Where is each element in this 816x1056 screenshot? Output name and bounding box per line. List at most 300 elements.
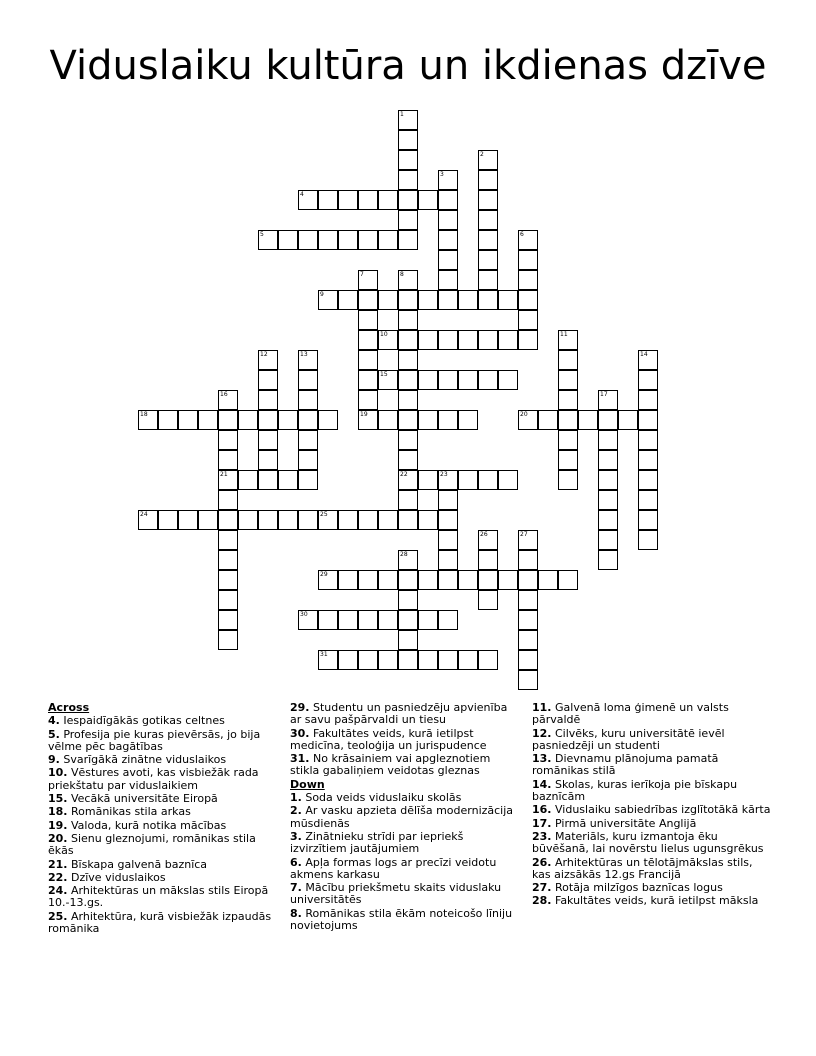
grid-cell[interactable] — [518, 530, 538, 550]
grid-cell[interactable] — [258, 430, 278, 450]
grid-cell[interactable] — [358, 570, 378, 590]
cell-number: 19 — [360, 411, 368, 418]
grid-cell[interactable] — [398, 230, 418, 250]
grid-cell[interactable] — [218, 590, 238, 610]
cell-number: 7 — [360, 271, 364, 278]
grid-cell[interactable] — [218, 550, 238, 570]
grid-cell[interactable] — [318, 410, 338, 430]
grid-cell[interactable] — [318, 190, 338, 210]
grid-cell[interactable] — [318, 610, 338, 630]
grid-cell[interactable] — [518, 330, 538, 350]
across-clue — [48, 820, 278, 832]
grid-cell[interactable] — [478, 150, 498, 170]
grid-cell[interactable] — [198, 510, 218, 530]
clue-number: 8. — [290, 906, 302, 920]
grid-cell[interactable] — [638, 510, 658, 530]
grid-cell[interactable] — [398, 590, 418, 610]
grid-cell[interactable] — [218, 470, 238, 490]
grid-cell[interactable] — [258, 450, 278, 470]
grid-cell[interactable] — [398, 350, 418, 370]
grid-cell[interactable] — [358, 330, 378, 350]
grid-cell[interactable] — [298, 430, 318, 450]
grid-cell[interactable] — [398, 430, 418, 450]
grid-cell[interactable] — [298, 190, 318, 210]
grid-cell[interactable] — [638, 390, 658, 410]
page-title: Viduslaiku kultūra un ikdienas dzīve — [49, 43, 767, 89]
cell-number: 22 — [400, 471, 408, 478]
grid-cell[interactable] — [378, 370, 398, 390]
grid-cell[interactable] — [418, 190, 438, 210]
grid-cell[interactable] — [438, 510, 458, 530]
clues-column-3 — [532, 702, 772, 909]
grid-cell[interactable] — [598, 550, 618, 570]
grid-cell[interactable] — [498, 570, 518, 590]
clue-text: Pirmā universitāte Anglijā — [551, 816, 697, 830]
grid-cell[interactable] — [518, 310, 538, 330]
grid-cell[interactable] — [438, 170, 458, 190]
clue-text: Vecākā universitāte Eiropā — [67, 792, 218, 806]
grid-cell[interactable] — [258, 410, 278, 430]
grid-cell[interactable] — [378, 570, 398, 590]
clue-text: Cilvēks, kuru universitātē ievēl pasniedzēji un studenti — [532, 726, 725, 752]
grid-cell[interactable] — [498, 370, 518, 390]
grid-cell[interactable] — [558, 430, 578, 450]
grid-cell[interactable] — [598, 450, 618, 470]
grid-cell[interactable] — [298, 230, 318, 250]
grid-cell[interactable] — [398, 190, 418, 210]
grid-cell[interactable] — [198, 410, 218, 430]
grid-cell[interactable] — [338, 290, 358, 310]
cell-number: 17 — [600, 391, 608, 398]
cell-number: 14 — [640, 351, 648, 358]
clue-text: Romānikas stila ēkām noteicošo līniju novietojums — [290, 906, 513, 933]
grid-cell[interactable] — [458, 570, 478, 590]
clue-number: 18. — [48, 805, 68, 819]
cell-number: 27 — [520, 531, 528, 538]
grid-cell[interactable] — [618, 410, 638, 430]
grid-cell[interactable] — [398, 490, 418, 510]
grid-cell[interactable] — [638, 350, 658, 370]
grid-cell[interactable] — [478, 530, 498, 550]
cell-number: 16 — [220, 391, 228, 398]
grid-cell[interactable] — [478, 190, 498, 210]
grid-cell[interactable] — [218, 530, 238, 550]
grid-cell[interactable] — [438, 230, 458, 250]
down-clue — [532, 702, 772, 727]
clue-text: Materiāls, kuru izmantoja ēku būvēšanā, lai novērstu lielus ugunsgrēkus — [532, 829, 764, 856]
grid-cell[interactable] — [358, 190, 378, 210]
grid-cell[interactable] — [298, 410, 318, 430]
grid-cell[interactable] — [438, 190, 458, 210]
grid-cell[interactable] — [258, 350, 278, 370]
grid-cell[interactable] — [478, 370, 498, 390]
clue-text: Skolas, kuras ierīkoja pie bīskapu baznīcām — [532, 777, 738, 804]
grid-cell[interactable] — [398, 110, 418, 130]
grid-cell[interactable] — [218, 490, 238, 510]
clue-text: Iespaidīgākās gotikas celtnes — [59, 714, 225, 728]
clue-text: Arhitektūras un tēlotājmākslas stils, kas aizsākās 12.gs Francijā — [532, 855, 753, 881]
grid-cell[interactable] — [398, 370, 418, 390]
down-clue-list — [290, 792, 518, 932]
grid-cell[interactable] — [518, 590, 538, 610]
clue-number: 25. — [48, 909, 68, 923]
down-clue — [532, 818, 772, 830]
cell-number: 30 — [300, 611, 308, 618]
grid-cell[interactable] — [438, 210, 458, 230]
grid-cell[interactable] — [538, 570, 558, 590]
clue-number: 5. — [48, 727, 60, 741]
grid-cell[interactable] — [338, 610, 358, 630]
grid-cell[interactable] — [358, 370, 378, 390]
grid-cell[interactable] — [418, 650, 438, 670]
grid-cell[interactable] — [518, 550, 538, 570]
grid-cell[interactable] — [438, 470, 458, 490]
grid-cell[interactable] — [438, 530, 458, 550]
cell-number: 1 — [400, 111, 404, 118]
grid-cell[interactable] — [358, 510, 378, 530]
grid-cell[interactable] — [558, 330, 578, 350]
clue-text: Viduslaiku sabiedrības izglītotākā kārta — [551, 803, 771, 817]
grid-cell[interactable] — [638, 410, 658, 430]
grid-cell[interactable] — [378, 510, 398, 530]
clue-number: 27. — [532, 881, 552, 895]
clue-number: 12. — [532, 726, 552, 740]
grid-cell[interactable] — [458, 330, 478, 350]
grid-cell[interactable] — [478, 470, 498, 490]
grid-cell[interactable] — [598, 470, 618, 490]
grid-cell[interactable] — [518, 650, 538, 670]
grid-cell[interactable] — [218, 410, 238, 430]
grid-cell[interactable] — [358, 350, 378, 370]
cell-number: 11 — [560, 331, 568, 338]
down-clue — [290, 857, 518, 882]
clue-number: 6. — [290, 855, 302, 869]
grid-cell[interactable] — [478, 590, 498, 610]
grid-cell[interactable] — [298, 610, 318, 630]
down-clue — [532, 728, 772, 753]
grid-cell[interactable] — [438, 610, 458, 630]
grid-cell[interactable] — [438, 290, 458, 310]
grid-cell[interactable] — [438, 270, 458, 290]
grid-cell[interactable] — [178, 410, 198, 430]
grid-cell[interactable] — [238, 410, 258, 430]
grid-cell[interactable] — [218, 390, 238, 410]
clue-number: 15. — [48, 792, 68, 806]
grid-cell[interactable] — [398, 630, 418, 650]
grid-cell[interactable] — [218, 610, 238, 630]
cell-number: 20 — [520, 411, 528, 418]
grid-cell[interactable] — [538, 410, 558, 430]
grid-cell[interactable] — [238, 470, 258, 490]
grid-cell[interactable] — [218, 450, 238, 470]
grid-cell[interactable] — [258, 390, 278, 410]
grid-cell[interactable] — [638, 490, 658, 510]
grid-cell[interactable] — [418, 410, 438, 430]
grid-cell[interactable] — [518, 250, 538, 270]
grid-cell[interactable] — [318, 570, 338, 590]
grid-cell[interactable] — [358, 310, 378, 330]
grid-cell[interactable] — [358, 610, 378, 630]
grid-cell[interactable] — [638, 430, 658, 450]
grid-cell[interactable] — [418, 510, 438, 530]
grid-cell[interactable] — [218, 430, 238, 450]
clue-number: 20. — [48, 831, 68, 845]
across-clue — [48, 872, 278, 884]
down-clue — [532, 753, 772, 778]
grid-cell[interactable] — [398, 610, 418, 630]
down-clue — [532, 831, 772, 856]
grid-cell[interactable] — [358, 230, 378, 250]
grid-cell[interactable] — [318, 230, 338, 250]
grid-cell[interactable] — [398, 470, 418, 490]
grid-cell[interactable] — [398, 570, 418, 590]
grid-cell[interactable] — [418, 570, 438, 590]
grid-cell[interactable] — [218, 570, 238, 590]
grid-cell[interactable] — [558, 470, 578, 490]
grid-cell[interactable] — [418, 330, 438, 350]
grid-cell[interactable] — [498, 290, 518, 310]
grid-cell[interactable] — [298, 470, 318, 490]
grid-cell[interactable] — [498, 470, 518, 490]
grid-cell[interactable] — [418, 470, 438, 490]
clue-text: Romānikas stila arkas — [67, 805, 191, 819]
grid-cell[interactable] — [438, 410, 458, 430]
grid-cell[interactable] — [358, 290, 378, 310]
cell-number: 21 — [220, 471, 228, 478]
grid-cell[interactable] — [418, 290, 438, 310]
grid-cell[interactable] — [558, 410, 578, 430]
grid-cell[interactable] — [298, 510, 318, 530]
grid-cell[interactable] — [598, 410, 618, 430]
grid-cell[interactable] — [298, 370, 318, 390]
down-header: Down — [290, 777, 325, 791]
grid-cell[interactable] — [398, 150, 418, 170]
grid-cell[interactable] — [578, 410, 598, 430]
grid-cell[interactable] — [478, 170, 498, 190]
grid-cell[interactable] — [458, 470, 478, 490]
grid-cell[interactable] — [398, 210, 418, 230]
clue-text: Galvenā loma ģimenē un valsts pārvaldē — [532, 701, 729, 727]
grid-cell[interactable] — [378, 230, 398, 250]
grid-cell[interactable] — [518, 610, 538, 630]
grid-cell[interactable] — [478, 250, 498, 270]
grid-cell[interactable] — [378, 610, 398, 630]
grid-cell[interactable] — [398, 650, 418, 670]
grid-cell[interactable] — [338, 510, 358, 530]
grid-cell[interactable] — [558, 390, 578, 410]
clue-text: Bīskapa galvenā baznīca — [67, 857, 208, 871]
grid-cell[interactable] — [258, 470, 278, 490]
grid-cell[interactable] — [478, 650, 498, 670]
clue-number: 3. — [290, 829, 302, 843]
grid-cell[interactable] — [518, 630, 538, 650]
grid-cell[interactable] — [278, 410, 298, 430]
grid-cell[interactable] — [638, 370, 658, 390]
grid-cell[interactable] — [438, 250, 458, 270]
cell-number: 6 — [520, 231, 524, 238]
clue-number: 19. — [48, 818, 68, 832]
grid-cell[interactable] — [558, 350, 578, 370]
grid-cell[interactable] — [138, 410, 158, 430]
grid-cell[interactable] — [378, 330, 398, 350]
grid-cell[interactable] — [398, 550, 418, 570]
grid-cell[interactable] — [518, 570, 538, 590]
clue-number: 14. — [532, 777, 552, 791]
cell-number: 12 — [260, 351, 268, 358]
grid-cell[interactable] — [298, 450, 318, 470]
down-clue — [532, 779, 772, 804]
grid-cell[interactable] — [498, 330, 518, 350]
grid-cell[interactable] — [478, 270, 498, 290]
grid-cell[interactable] — [478, 210, 498, 230]
grid-cell[interactable] — [478, 290, 498, 310]
grid-cell[interactable] — [518, 290, 538, 310]
grid-cell[interactable] — [398, 130, 418, 150]
clue-number: 24. — [48, 884, 68, 898]
across-clue — [48, 806, 278, 818]
grid-cell[interactable] — [438, 330, 458, 350]
grid-cell[interactable] — [398, 330, 418, 350]
down-clue — [290, 831, 518, 856]
grid-cell[interactable] — [438, 550, 458, 570]
grid-cell[interactable] — [418, 370, 438, 390]
grid-cell[interactable] — [398, 390, 418, 410]
grid-cell[interactable] — [518, 230, 538, 250]
grid-cell[interactable] — [178, 510, 198, 530]
grid-cell[interactable] — [218, 510, 238, 530]
grid-cell[interactable] — [598, 510, 618, 530]
grid-cell[interactable] — [338, 230, 358, 250]
cell-number: 25 — [320, 511, 328, 518]
clue-number: 21. — [48, 857, 68, 871]
grid-cell[interactable] — [598, 530, 618, 550]
grid-cell[interactable] — [438, 650, 458, 670]
cell-number: 23 — [440, 471, 448, 478]
grid-cell[interactable] — [638, 530, 658, 550]
grid-cell[interactable] — [378, 190, 398, 210]
grid-cell[interactable] — [378, 650, 398, 670]
grid-cell[interactable] — [278, 510, 298, 530]
grid-cell[interactable] — [398, 310, 418, 330]
grid-cell[interactable] — [438, 570, 458, 590]
clue-text: Dzīve viduslaikos — [67, 870, 166, 884]
grid-cell[interactable] — [518, 270, 538, 290]
grid-cell[interactable] — [358, 270, 378, 290]
clue-text: Studentu un pasniedzēju apvienība ar savu pašpārvaldi un tiesu — [290, 701, 508, 727]
grid-cell[interactable] — [318, 290, 338, 310]
grid-cell[interactable] — [478, 570, 498, 590]
grid-cell[interactable] — [458, 290, 478, 310]
grid-cell[interactable] — [238, 510, 258, 530]
grid-cell[interactable] — [318, 650, 338, 670]
grid-cell[interactable] — [338, 570, 358, 590]
grid-cell[interactable] — [558, 370, 578, 390]
grid-cell[interactable] — [638, 450, 658, 470]
clue-number: 16. — [532, 803, 552, 817]
grid-cell[interactable] — [478, 230, 498, 250]
grid-cell[interactable] — [558, 450, 578, 470]
cell-number: 9 — [320, 291, 324, 298]
clue-text: Arhitektūra, kurā visbiežāk izpaudās romānika — [48, 909, 272, 936]
grid-cell[interactable] — [358, 390, 378, 410]
grid-cell[interactable] — [358, 410, 378, 430]
grid-cell[interactable] — [258, 510, 278, 530]
cell-number: 26 — [480, 531, 488, 538]
grid-cell[interactable] — [558, 570, 578, 590]
grid-cell[interactable] — [338, 190, 358, 210]
clue-number: 10. — [48, 766, 68, 780]
clue-text: Apļa formas logs ar precīzi veidotu akmens karkasu — [290, 855, 497, 881]
grid-cell[interactable] — [278, 230, 298, 250]
across-clue — [48, 767, 278, 792]
grid-cell[interactable] — [398, 170, 418, 190]
clue-text: Dievnamu plānojuma pamatā romānikas stilā — [532, 752, 719, 778]
grid-cell[interactable] — [398, 290, 418, 310]
grid-cell[interactable] — [258, 230, 278, 250]
grid-cell[interactable] — [258, 370, 278, 390]
grid-cell[interactable] — [398, 270, 418, 290]
grid-cell[interactable] — [298, 350, 318, 370]
across-clue — [48, 911, 278, 936]
grid-cell[interactable] — [298, 390, 318, 410]
grid-cell[interactable] — [518, 410, 538, 430]
grid-cell[interactable] — [438, 490, 458, 510]
grid-cell[interactable] — [438, 370, 458, 390]
grid-cell[interactable] — [378, 410, 398, 430]
down-clue — [532, 882, 772, 894]
clue-number: 2. — [290, 804, 302, 818]
grid-cell[interactable] — [598, 430, 618, 450]
grid-cell[interactable] — [478, 330, 498, 350]
clue-text: Zinātnieku strīdi par iepriekš izvirzītiem jautājumiem — [290, 829, 464, 856]
grid-cell[interactable] — [138, 510, 158, 530]
grid-cell[interactable] — [338, 650, 358, 670]
cell-number: 8 — [400, 271, 404, 278]
grid-cell[interactable] — [218, 630, 238, 650]
grid-cell[interactable] — [158, 410, 178, 430]
grid-cell[interactable] — [398, 510, 418, 530]
across-clue — [48, 885, 278, 910]
down-clue — [290, 792, 518, 804]
cell-number: 15 — [380, 371, 388, 378]
grid-cell[interactable] — [318, 510, 338, 530]
grid-cell[interactable] — [398, 450, 418, 470]
grid-cell[interactable] — [278, 470, 298, 490]
grid-cell[interactable] — [458, 410, 478, 430]
grid-cell[interactable] — [418, 610, 438, 630]
grid-cell[interactable] — [638, 470, 658, 490]
grid-cell[interactable] — [458, 370, 478, 390]
cell-number: 29 — [320, 571, 328, 578]
clue-number: 29. — [290, 701, 310, 714]
cell-number: 3 — [440, 171, 444, 178]
grid-cell[interactable] — [358, 650, 378, 670]
across-clue — [290, 753, 518, 778]
grid-cell[interactable] — [518, 670, 538, 690]
grid-cell[interactable] — [598, 390, 618, 410]
grid-cell[interactable] — [378, 290, 398, 310]
clues-column-2 — [290, 702, 518, 933]
grid-cell[interactable] — [458, 650, 478, 670]
grid-cell[interactable] — [598, 490, 618, 510]
cell-number: 31 — [320, 651, 328, 658]
grid-cell[interactable] — [158, 510, 178, 530]
down-clue — [290, 882, 518, 907]
clue-number: 7. — [290, 881, 302, 895]
grid-cell[interactable] — [398, 410, 418, 430]
clue-number: 23. — [532, 829, 552, 843]
grid-cell[interactable] — [478, 550, 498, 570]
